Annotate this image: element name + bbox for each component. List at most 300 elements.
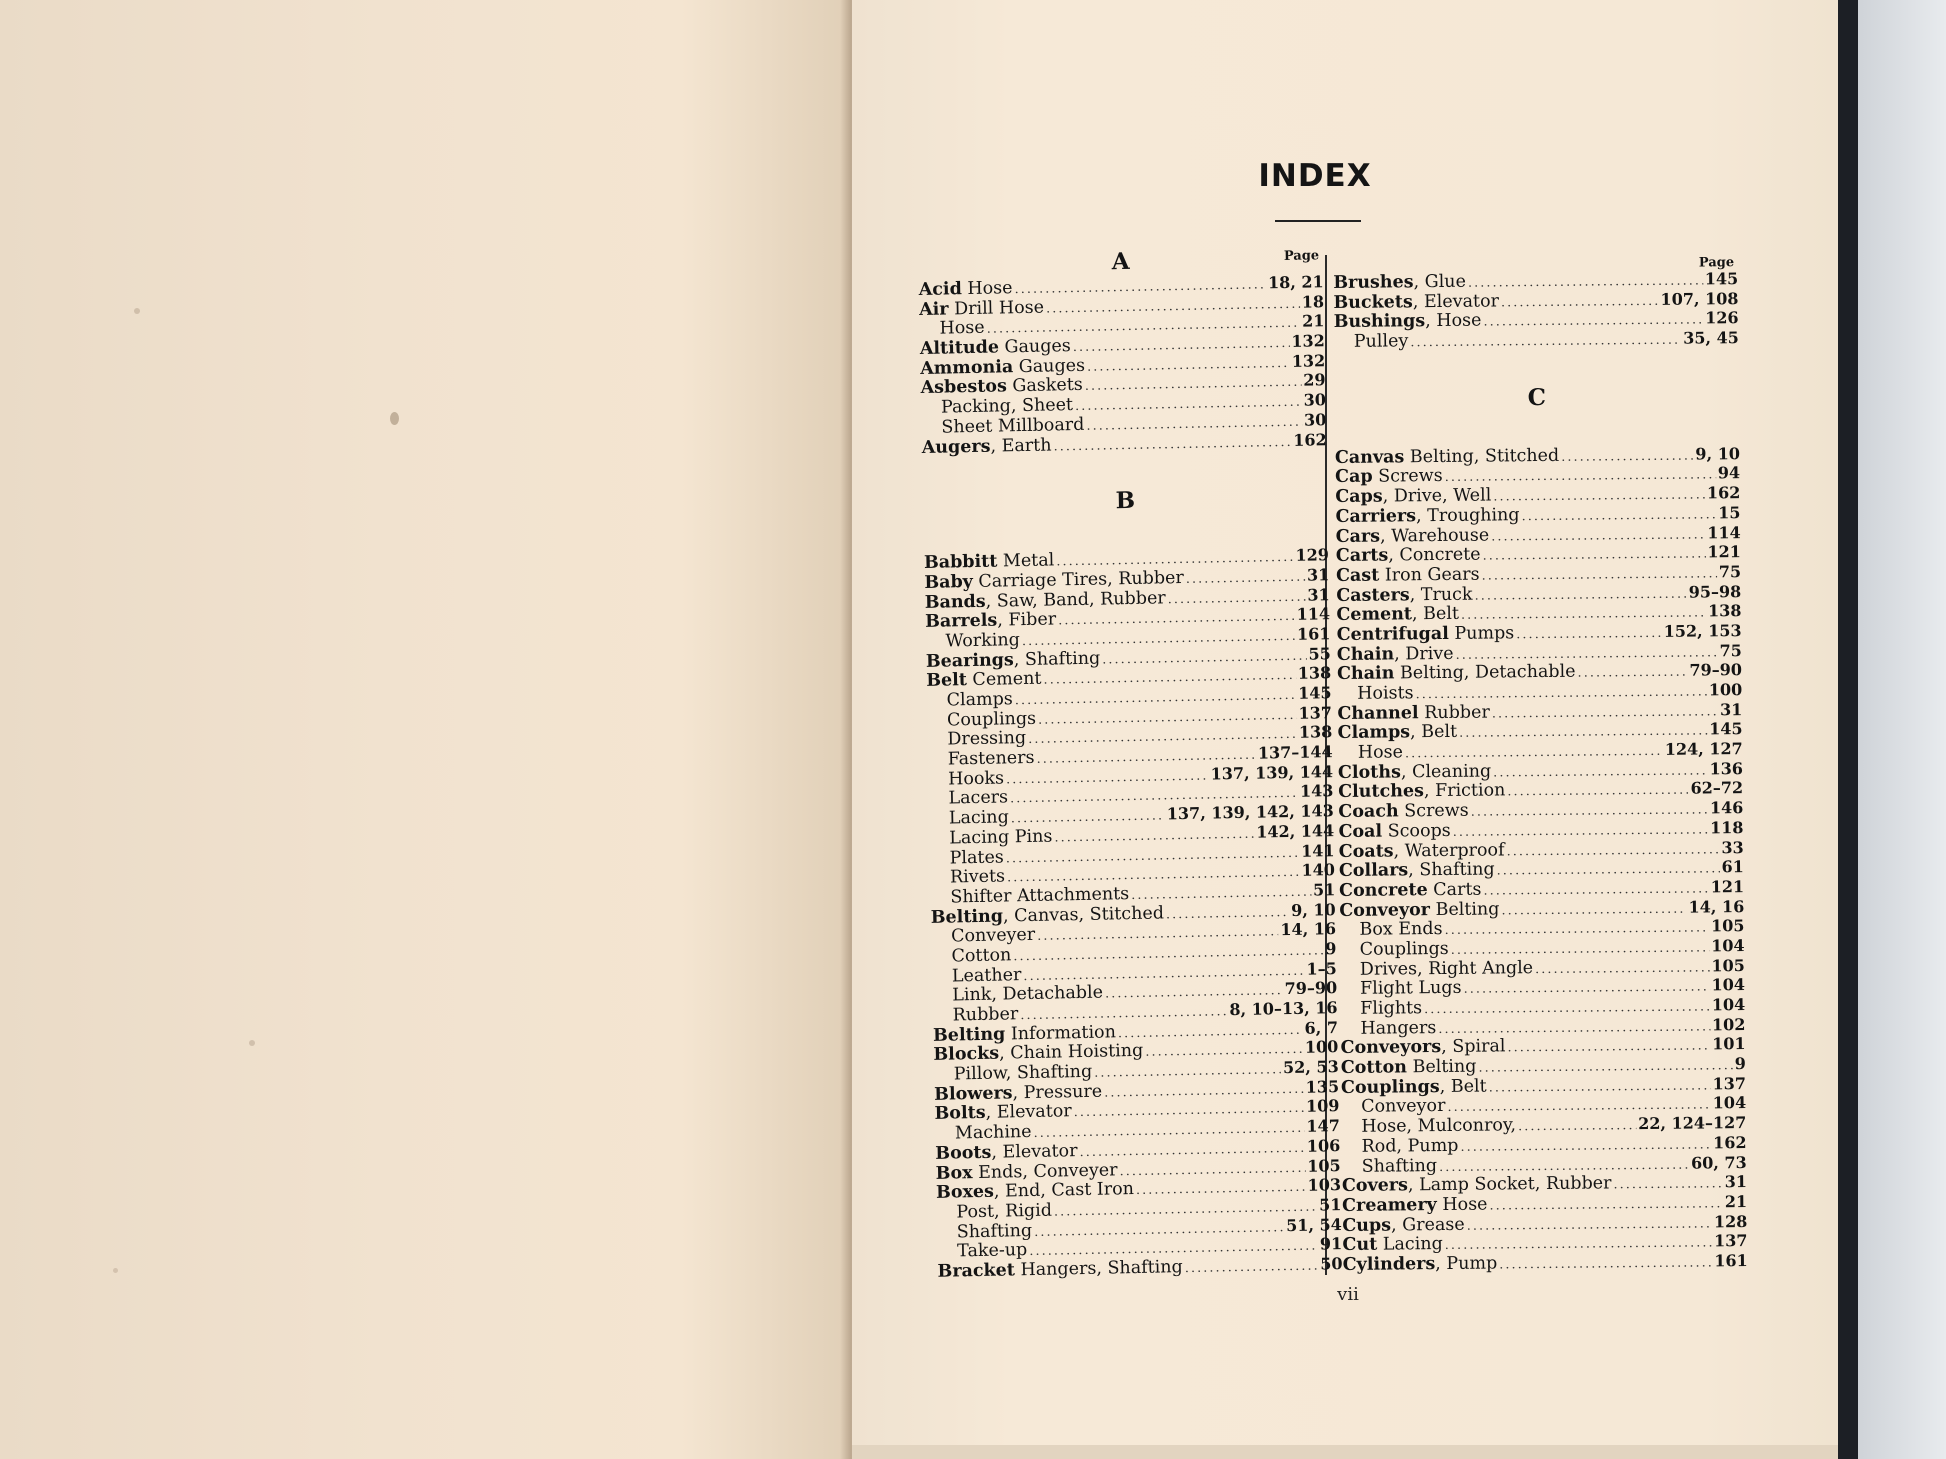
entry-page: 162 [1706, 483, 1741, 503]
dot-leader [1516, 624, 1662, 645]
entry-keyword: Clutches [1338, 781, 1425, 803]
entry-subject: Post, Rigid [956, 1200, 1053, 1223]
section-header [1334, 382, 1739, 414]
entry-subject: , Grease [1390, 1214, 1465, 1236]
dot-leader [1463, 978, 1709, 1000]
entry-subject: , Drive, Well [1382, 485, 1492, 507]
dot-leader [1168, 587, 1306, 609]
entry-subject: Hose [939, 318, 985, 339]
entry-subject: Clamps [946, 689, 1013, 711]
background-surface [1858, 0, 1946, 1459]
entry-page: 138 [1298, 722, 1333, 743]
entry-page: 146 [1709, 798, 1744, 818]
entry-page: 31 [1306, 565, 1330, 585]
entry-subject: Hooks [947, 768, 1005, 790]
entry-subject: Dressing [947, 728, 1027, 750]
index-entry [1336, 562, 1741, 586]
entry-page: 132 [1291, 350, 1326, 371]
entry-page: 104 [1711, 936, 1745, 956]
entry-page: 142, 144 [1256, 820, 1335, 842]
entry-keyword: Box [935, 1162, 973, 1184]
index-entry [1333, 289, 1738, 313]
entry-subject: Gaskets [1006, 375, 1083, 397]
entry-keyword: Baby [924, 571, 974, 593]
entry-subject: , Elevator [991, 1140, 1078, 1163]
entry-page: 140 [1301, 860, 1336, 880]
section-gap [1334, 348, 1739, 386]
index-entry [1338, 759, 1743, 783]
entry-page: 75 [1719, 640, 1742, 660]
entry-page: 136 [1709, 758, 1744, 779]
entry-subject: Drill Hose [948, 297, 1045, 320]
entry-subject: Lacing [948, 807, 1010, 829]
entry-page: 114 [1296, 604, 1331, 625]
entry-keyword: Bushings [1333, 311, 1426, 333]
entry-subject: Cotton [951, 945, 1012, 967]
entry-page: 94 [1717, 463, 1741, 483]
dot-leader [1577, 663, 1687, 684]
entry-keyword: Cars [1335, 526, 1381, 547]
entry-subject: Hangers, Shafting [1014, 1257, 1183, 1281]
entry-subject: , Lamp Socket, Rubber [1407, 1173, 1612, 1196]
entry-page: 138 [1297, 663, 1332, 684]
entry-keyword: Cut [1342, 1234, 1378, 1256]
entry-keyword: Belting [932, 1024, 1006, 1046]
index-entry [1341, 1113, 1746, 1137]
entry-keyword: Air [918, 299, 949, 320]
entry-subject: Pulley [1353, 331, 1409, 352]
entry-subject: Packing, Sheet [940, 395, 1074, 418]
entry-subject: Rubber [1418, 702, 1490, 723]
entry-page: 33 [1721, 837, 1744, 857]
entry-subject: Rubber [952, 1004, 1019, 1026]
index-entry [1342, 1231, 1747, 1255]
entry-page: 100 [1708, 680, 1743, 700]
entry-keyword: Blowers [933, 1083, 1013, 1105]
entry-page: 121 [1710, 876, 1745, 897]
entry-subject: Belting, Stitched [1404, 445, 1560, 468]
entry-subject: , End, Cast Iron [993, 1179, 1135, 1202]
entry-page: 9 [1734, 1054, 1746, 1074]
entry-page: 109 [1305, 1096, 1340, 1117]
entry-page: 124, 127 [1664, 739, 1743, 759]
entry-subject: Shafting [1361, 1155, 1438, 1177]
index-entry [1341, 1034, 1746, 1058]
section-letter: B [1115, 487, 1136, 515]
index-entry [1340, 956, 1745, 980]
entry-subject: Plates [949, 846, 1005, 869]
entry-page: 9, 10 [1695, 443, 1741, 464]
dot-leader [1451, 938, 1710, 960]
entry-subject: Screws [1398, 800, 1469, 822]
entry-keyword: Conveyors [1340, 1037, 1442, 1059]
entry-page: 61 [1721, 857, 1744, 877]
entry-subject: Carriage Tires, Rubber [972, 567, 1184, 592]
dot-leader [1507, 781, 1688, 802]
entry-subject: Couplings [946, 708, 1037, 731]
entry-subject: Take-up [957, 1240, 1028, 1262]
entry-subject: Sheet Millboard [941, 414, 1085, 438]
index-column-left [918, 244, 1343, 1281]
dot-leader [1166, 903, 1290, 925]
page-column-label: Page [1283, 248, 1320, 264]
entry-keyword: Bolts [934, 1103, 986, 1125]
entry-keyword: Bands [924, 591, 986, 613]
dot-leader [1497, 860, 1720, 882]
entry-subject: , Friction [1423, 780, 1506, 802]
index-entry [1342, 1153, 1747, 1177]
entry-page: 152, 153 [1663, 621, 1742, 641]
index-entry [1342, 1212, 1747, 1236]
entry-subject: , Troughing [1415, 505, 1520, 527]
dot-leader [1444, 919, 1709, 941]
entry-keyword: Cloths [1337, 762, 1401, 783]
entry-subject: , Hose [1425, 310, 1482, 332]
entry-keyword: Belt [926, 670, 968, 692]
index-entry [1340, 936, 1745, 960]
dot-leader [1460, 1135, 1711, 1157]
entry-subject: Cement [966, 669, 1042, 691]
entry-subject: Belting [1406, 1056, 1477, 1078]
entry-page: 14, 16 [1280, 919, 1337, 940]
entry-keyword: Couplings [1340, 1076, 1440, 1098]
entry-subject: Ends, Conveyer [972, 1159, 1118, 1183]
entry-page: 128 [1713, 1211, 1748, 1231]
entry-keyword: Cotton [1340, 1057, 1408, 1079]
index-entry [1337, 700, 1742, 724]
entry-page: 29 [1303, 370, 1326, 391]
entry-page: 103 [1307, 1175, 1342, 1195]
entry-page: 105 [1711, 955, 1745, 976]
dot-leader [1474, 584, 1686, 606]
entry-page: 52, 53 [1282, 1057, 1339, 1078]
index-entry [1334, 328, 1739, 352]
dot-leader [1613, 1174, 1722, 1195]
entry-page: 51 [1312, 879, 1336, 900]
entry-keyword: Ammonia [920, 356, 1014, 379]
entry-subject: , Cleaning [1400, 761, 1492, 783]
entry-subject: , Elevator [1412, 291, 1500, 312]
entry-keyword: Bearings [925, 649, 1014, 672]
index-entry [1334, 308, 1739, 332]
dot-leader [1445, 1234, 1713, 1256]
entry-page: 105 [1307, 1155, 1341, 1176]
index-entry [1341, 1133, 1746, 1157]
index-entry [1337, 641, 1742, 665]
entry-page: 101 [1712, 1034, 1746, 1054]
entry-keyword: Barrels [924, 610, 998, 633]
entry-page: 104 [1712, 1093, 1747, 1113]
entry-page: 6, 7 [1304, 1017, 1339, 1038]
entry-keyword: Centrifugal [1336, 623, 1449, 645]
entry-page: 22, 124–127 [1638, 1113, 1747, 1134]
entry-page: 138 [1707, 601, 1742, 621]
entry-subject: , Saw, Band, Rubber [985, 587, 1166, 612]
entry-subject: Working [945, 630, 1021, 652]
entry-subject: Drives, Right Angle [1359, 957, 1534, 980]
entry-subject: Shifter Attachments [950, 883, 1130, 908]
section-letter: A [1111, 247, 1130, 276]
entry-keyword: Asbestos [920, 376, 1008, 399]
entry-subject: Metal [997, 550, 1055, 572]
entry-page: 91 [1319, 1234, 1343, 1254]
entry-subject: , Earth [990, 434, 1052, 457]
index-entry [1342, 1192, 1747, 1216]
index-entry [1335, 464, 1740, 488]
index-entry [1338, 739, 1743, 763]
book-cover-edge [1838, 0, 1858, 1459]
dot-leader [1507, 1037, 1710, 1059]
entry-page: 126 [1705, 308, 1739, 328]
entry-page: 15 [1718, 502, 1741, 523]
entry-keyword: Cylinders [1342, 1254, 1436, 1275]
entry-subject: , Glue [1413, 271, 1466, 293]
entry-page: 107, 108 [1660, 288, 1739, 309]
entry-subject: Lacing Pins [949, 826, 1053, 849]
entry-subject: , Waterproof [1393, 839, 1505, 861]
index-entry [1341, 1074, 1746, 1098]
dot-leader [1522, 505, 1717, 527]
dot-leader [1478, 1056, 1732, 1078]
entry-subject: Carts [1427, 879, 1482, 900]
entry-page: 141 [1300, 840, 1335, 861]
entry-subject: Iron Gears [1379, 564, 1480, 586]
dot-leader [1186, 568, 1306, 590]
entry-subject: Gauges [998, 336, 1071, 358]
entry-page: 60, 73 [1690, 1152, 1747, 1173]
entry-subject: Screws [1372, 466, 1443, 488]
dot-leader [1535, 958, 1710, 979]
entry-keyword: Channel [1337, 702, 1419, 724]
foxing-spot [134, 308, 140, 314]
entry-subject: Rod, Pump [1361, 1135, 1459, 1157]
entry-subject: , Truck [1409, 584, 1473, 605]
entry-page: 137 [1712, 1073, 1747, 1094]
entry-subject: , Pressure [1012, 1081, 1103, 1104]
entry-page: 137 [1298, 702, 1333, 723]
entry-page: 55 [1308, 643, 1331, 664]
entry-keyword: Blocks [933, 1043, 1000, 1066]
entry-subject: , Drive [1394, 643, 1454, 665]
entry-page: 31 [1307, 584, 1330, 605]
entry-subject: Hangers [1360, 1017, 1437, 1039]
entry-keyword: Cap [1335, 467, 1373, 488]
entry-page: 106 [1306, 1135, 1341, 1156]
index-entry [1339, 877, 1744, 901]
dot-leader [1424, 997, 1710, 1019]
entry-page: 137, 139, 144 [1210, 761, 1334, 784]
entry-page: 143 [1299, 781, 1334, 802]
index-entry [1338, 818, 1743, 842]
entry-subject: , Belt [1439, 1076, 1487, 1097]
title-rule [1275, 220, 1361, 222]
dot-leader [1491, 525, 1705, 547]
entry-subject: , Warehouse [1379, 525, 1490, 547]
page-number: vii [1337, 1284, 1359, 1305]
index-entry [1339, 857, 1744, 881]
index-entry [1343, 1251, 1748, 1275]
entry-page: 21 [1301, 311, 1325, 332]
entry-page: 135 [1305, 1076, 1340, 1097]
entry-page: 100 [1304, 1037, 1339, 1058]
entry-keyword: Brushes [1333, 272, 1414, 293]
entry-page: 114 [1707, 522, 1741, 542]
index-entry [1337, 660, 1742, 684]
entry-subject: , Canvas, Stitched [1002, 902, 1165, 927]
index-entry [1340, 995, 1745, 1019]
entry-page: 161 [1296, 624, 1331, 644]
entry-subject: , Concrete [1388, 544, 1481, 566]
index-entry [1336, 542, 1741, 566]
entry-page: 161 [1714, 1251, 1748, 1271]
entry-page: 147 [1306, 1116, 1341, 1136]
dot-leader [1518, 1116, 1636, 1137]
entry-page: 137–144 [1257, 742, 1333, 763]
entry-subject: , Shafting [1408, 859, 1495, 881]
left-blank-page [0, 0, 852, 1459]
entry-keyword: Carriers [1335, 506, 1417, 527]
dot-leader [1467, 1214, 1712, 1236]
index-entry [1339, 838, 1744, 862]
entry-page: 105 [1710, 916, 1745, 936]
entry-keyword: Conveyor [1339, 899, 1431, 921]
entry-page: 9, 10 [1290, 899, 1336, 920]
entry-page: 162 [1713, 1132, 1747, 1153]
entry-page: 31 [1720, 699, 1743, 719]
entry-page: 79–90 [1284, 978, 1338, 999]
dot-leader [1499, 1253, 1712, 1275]
entry-subject: Leather [951, 964, 1022, 987]
index-entry [1339, 897, 1744, 921]
entry-keyword: Babbitt [923, 551, 998, 574]
entry-keyword: Boxes [935, 1181, 995, 1204]
entry-page: 31 [1724, 1172, 1748, 1192]
entry-subject: Pumps [1448, 623, 1515, 644]
entry-subject: Flight Lugs [1359, 978, 1462, 1000]
entry-keyword: Coats [1338, 840, 1394, 862]
entry-page: 145 [1709, 719, 1743, 739]
entry-keyword: Creamery [1342, 1194, 1437, 1216]
entry-subject: Box Ends [1359, 919, 1443, 941]
entry-keyword: Bracket [937, 1260, 1016, 1282]
foxing-spot [113, 1268, 118, 1273]
entry-page: 145 [1704, 269, 1739, 289]
dot-leader [1482, 545, 1705, 567]
section-gap [1335, 410, 1740, 448]
dot-leader [1185, 1256, 1319, 1278]
entry-subject: Hose, Mulconroy, [1361, 1115, 1517, 1137]
entry-keyword: Chain [1336, 644, 1395, 665]
entry-keyword: Augers [921, 436, 991, 458]
entry-page: 132 [1291, 331, 1325, 351]
entry-subject: Scoops [1382, 820, 1451, 842]
entry-page: 21 [1724, 1191, 1748, 1212]
entry-keyword: Concrete [1339, 879, 1428, 901]
dot-leader [1410, 331, 1681, 353]
entry-subject: , Shafting [1013, 648, 1101, 670]
dot-leader [1489, 1194, 1723, 1216]
entry-page: 30 [1303, 410, 1327, 430]
entry-keyword: Altitude [919, 337, 1000, 360]
entry-page: 1–5 [1306, 958, 1338, 979]
entry-keyword: Buckets [1333, 291, 1413, 313]
index-entry [1341, 1054, 1746, 1078]
entry-subject: Rivets [949, 866, 1006, 888]
entry-page: 145 [1297, 683, 1332, 703]
entry-subject: , Pump [1435, 1253, 1498, 1275]
entry-page: 51, 54 [1285, 1214, 1342, 1235]
entry-page: 102 [1711, 1014, 1746, 1035]
page-title: INDEX [1258, 158, 1372, 194]
entry-subject: Lacing [1377, 1234, 1443, 1255]
index-entry [1338, 798, 1743, 822]
dot-leader [1482, 564, 1717, 586]
dot-leader [1501, 899, 1686, 920]
dot-leader [1492, 702, 1719, 724]
index-entry [1336, 523, 1741, 547]
entry-subject: , Spiral [1441, 1036, 1506, 1058]
entry-subject: Hose [1357, 742, 1404, 763]
entry-subject: Couplings [1359, 938, 1449, 960]
dot-leader [1501, 292, 1659, 313]
section-letter: C [1527, 383, 1547, 411]
index-entry [1336, 582, 1741, 606]
dot-leader [1506, 840, 1719, 862]
entry-subject: Hose [961, 278, 1013, 300]
entry-subject: Gauges [1013, 355, 1086, 377]
entry-keyword: Cement [1336, 604, 1413, 626]
page-edge [852, 1445, 1838, 1459]
entry-keyword: Boots [935, 1142, 992, 1164]
entry-keyword: Clamps [1337, 722, 1411, 744]
entry-page: 129 [1295, 545, 1330, 565]
dot-leader [1489, 1076, 1711, 1098]
index-entry [1335, 503, 1740, 527]
entry-page: 104 [1711, 975, 1746, 995]
dot-leader [1405, 742, 1663, 764]
entry-subject: , Belt [1411, 604, 1460, 625]
entry-subject: , Belt [1410, 722, 1458, 743]
entry-keyword: Coach [1338, 801, 1399, 823]
entry-page: 18, 21 [1267, 272, 1324, 293]
entry-page: 51 [1318, 1194, 1342, 1215]
index-entry [1337, 621, 1742, 645]
entry-keyword: Belting [930, 906, 1004, 928]
entry-keyword: Chain [1336, 663, 1395, 685]
entry-keyword: Acid [918, 279, 963, 300]
index-entry [1340, 1015, 1745, 1039]
entry-page: 35, 45 [1683, 328, 1739, 348]
entry-page: 118 [1710, 817, 1744, 838]
entry-page: 79–90 [1689, 660, 1743, 680]
entry-subject: , Fiber [997, 609, 1057, 631]
entry-page: 162 [1293, 429, 1327, 450]
entry-page: 9 [1325, 939, 1337, 959]
index-entry [1335, 483, 1740, 507]
entry-page: 104 [1711, 995, 1746, 1015]
entry-page: 50 [1320, 1253, 1343, 1274]
entry-page: 121 [1707, 542, 1741, 562]
entry-keyword: Canvas [1334, 447, 1405, 468]
entry-keyword: Covers [1341, 1175, 1409, 1197]
entry-subject: Conveyor [1361, 1096, 1446, 1118]
entry-subject: Belting, Detachable [1394, 662, 1576, 684]
dot-leader [1493, 486, 1705, 508]
entry-subject: Conveyer [950, 925, 1036, 947]
index-entry [1340, 975, 1745, 999]
entry-keyword: Cast [1335, 565, 1380, 586]
entry-subject: Lacers [948, 787, 1009, 809]
